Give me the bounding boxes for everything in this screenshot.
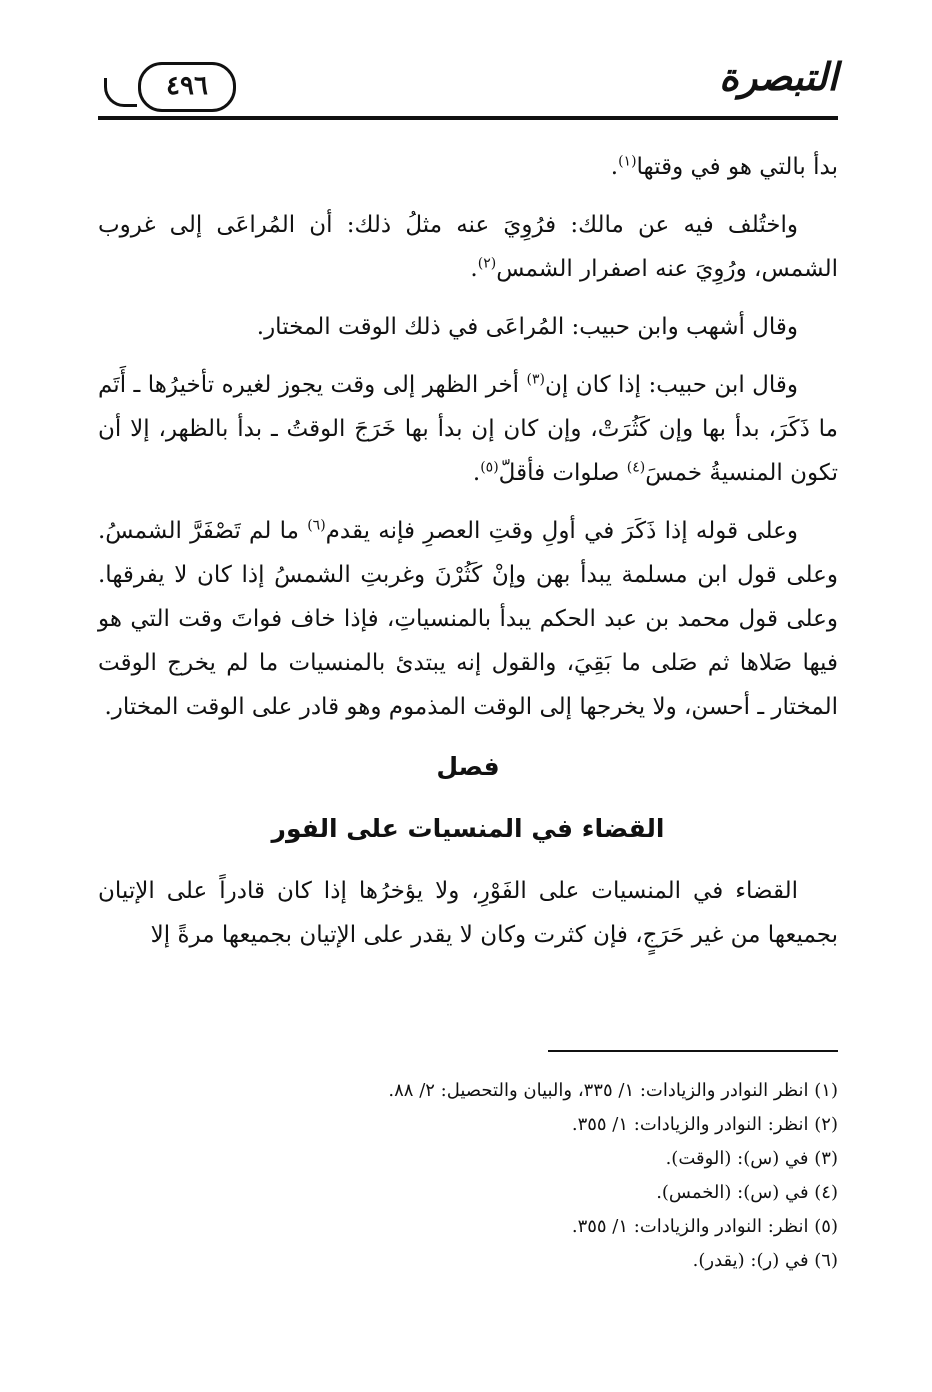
footnotes bbox=[98, 1074, 838, 1278]
footnote-ref[interactable]: (٢) bbox=[477, 255, 497, 272]
footnote-4: (٤) في (س): (الخمس). bbox=[656, 1182, 838, 1203]
footnote-3: (٣) في (س): (الوقت). bbox=[665, 1148, 838, 1169]
footnote-2: (٢) انظر: النوادر والزيادات: ١/ ٣٥٥. bbox=[571, 1114, 838, 1135]
paragraph-3: وقال أشهب وابن حبيب: المُراعَى في ذلك الوقت المختار. bbox=[256, 314, 798, 340]
footnote-6: (٦) في (ر): (يقدر). bbox=[692, 1250, 838, 1271]
section-subtitle: القضاء في المنسيات على الفور bbox=[271, 814, 665, 843]
paragraph-5: وعلى قوله إذا ذَكَرَ في أولِ وقتِ العصرِ فإنه يقدم$^{(٦)}$ ما لم تَصْفَرَّ الشمسُ. وعلى قول ابن مسلمة يبدأ بهن وإنْ كَثُرْنَ وغربتِ الشمسُ إذا كان لا يفرقها. وعلى قول محمد بن عبد الحكم يبدأ بالمنسياتِ، فإذا خاف فواتَ وقت التي هو فيها صَلاها ثم صَلى ما بَقِيَ، والقول إنه يبتدئ بالمنسيات ما لم يخرج الوقت المختار ـ أحسن، ولا يخرجها إلى الوقت المذموم وهو قادر على الوقت المختار. bbox=[98, 517, 838, 720]
page-header bbox=[98, 52, 838, 122]
main-text bbox=[98, 145, 838, 971]
paragraph-final: القضاء في المنسيات على الفَوْرِ، ولا يؤخرُها إذا كان قادراً على الإتيان بجميعها من غير حَرَجٍ، فإن كثرت وكان لا يقدر على الإتيان بجميعها مرةً إلا bbox=[98, 878, 838, 948]
footnote-ref[interactable]: (٥) bbox=[480, 459, 499, 476]
page-number: ٤٩٦ bbox=[166, 71, 208, 101]
footnote-ref[interactable]: (٣) bbox=[526, 371, 545, 388]
footnote-ref[interactable]: (٤) bbox=[626, 459, 646, 476]
paragraph-2: واختُلف فيه عن مالك: فرُوِيَ عنه مثلُ ذلك: أن المُراعَى إلى غروب الشمس، ورُوِيَ عنه اصفرار الشمس$^{(٢)}$. bbox=[98, 212, 838, 282]
footnote-ref[interactable]: (١) bbox=[618, 153, 637, 170]
book-title: التبصرة bbox=[719, 54, 838, 99]
footnote-5: (٥) انظر: النوادر والزيادات: ١/ ٣٥٥. bbox=[571, 1216, 838, 1237]
paragraph-4: وقال ابن حبيب: إذا كان إن$^{(٣)}$ أخر الظهر إلى وقت يجوز لغيره تأخيرُها ـ أَتَم ما ذَكَرَ، بدأ بها وإن كَثُرَتْ، وإن كان إن بدأ بها خَرَجَ الوقتُ ـ بدأ بالظهر، إلا أن تكون المنسيةُ خمسَ$^{(٤)}$ صلوات فأقلّ$^{(٥)}$. bbox=[98, 371, 838, 486]
footnote-separator bbox=[548, 1050, 838, 1052]
badge-ornament bbox=[104, 78, 137, 107]
page-number-badge bbox=[138, 62, 236, 112]
footnote-1: (١) انظر النوادر والزيادات: ١/ ٣٣٥، والبيان والتحصيل: ٢/ ٨٨. bbox=[388, 1080, 838, 1101]
footnote-ref[interactable]: (٦) bbox=[307, 517, 326, 534]
paragraph-1: بدأ بالتي هو في وقتها$^{(١)}$. bbox=[610, 153, 838, 180]
section-title: فصل bbox=[436, 752, 500, 781]
header-rule bbox=[98, 116, 838, 120]
